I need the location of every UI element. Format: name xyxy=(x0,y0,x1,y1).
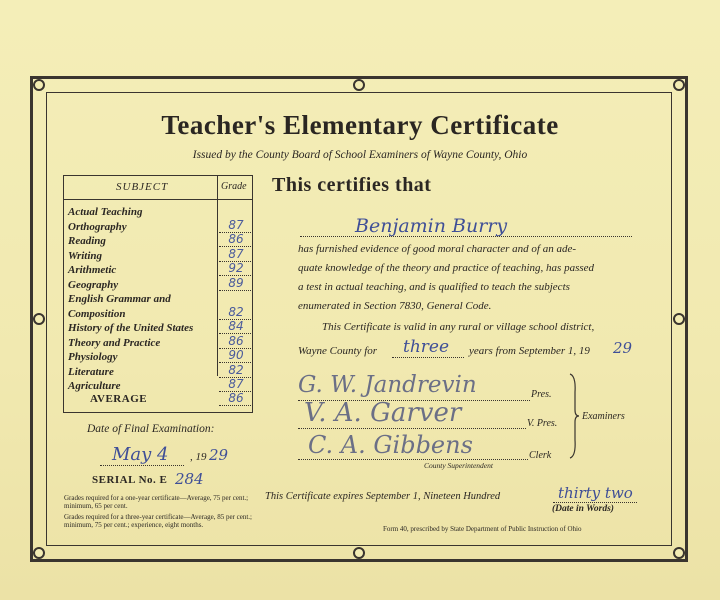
border-ornament xyxy=(33,313,45,325)
validity-prefix: Wayne County for xyxy=(298,345,378,357)
grade-row-subject: History of the United States xyxy=(68,322,194,334)
average-value: 86 xyxy=(228,391,244,405)
border-ornament xyxy=(353,79,365,91)
grade-row-value: 86 xyxy=(228,232,244,246)
grade-row-value: 82 xyxy=(228,362,244,377)
body-line: quate knowledge of the theory and practice of teaching, has passed xyxy=(298,262,595,274)
exam-date-line xyxy=(100,465,184,466)
exam-year-prefix: 19 xyxy=(195,451,207,463)
grade-row-subject: Geography xyxy=(68,278,119,291)
body-line: enumerated in Section 7830, General Code. xyxy=(298,300,492,312)
examiners-brace xyxy=(568,372,580,460)
grade-row-value: 87 xyxy=(228,377,244,391)
exam-date-label: Date of Final Examination: xyxy=(87,423,215,435)
form-note: Form 40, prescribed by State Department of Public Instruction of Ohio xyxy=(383,525,582,533)
grade-row-value: 84 xyxy=(228,319,244,333)
certificate-title: Teacher's Elementary Certificate xyxy=(161,110,559,140)
vice-president-signature: V. A. Garver xyxy=(304,398,462,428)
serial-label: SERIAL No. E xyxy=(92,474,168,486)
grade-row-subject: Theory and Practice xyxy=(68,336,161,349)
grade-row-line xyxy=(219,290,251,291)
grade-row-subject: Actual Teaching xyxy=(68,206,143,218)
expires-caption: (Date in Words) xyxy=(552,504,614,514)
grade-header: Grade xyxy=(221,181,247,192)
grade-row-value: 87 xyxy=(228,246,244,261)
grade-column-divider xyxy=(217,176,218,376)
certifies-heading: This certifies that xyxy=(272,174,432,196)
teacher-name: Benjamin Burry xyxy=(355,215,508,237)
vice-president-line xyxy=(298,428,526,429)
grade-row-value: 90 xyxy=(228,348,244,362)
grade-row-value: 86 xyxy=(228,333,244,348)
grade-row-subject: Orthography xyxy=(68,220,127,233)
grade-row-subject: Reading xyxy=(68,235,106,247)
certificate-body xyxy=(298,240,638,316)
expires-text: This Certificate expires September 1, Nineteen Hundred xyxy=(265,491,501,502)
expires-line xyxy=(553,502,637,503)
grade-row-subject: Composition xyxy=(68,307,126,320)
validity-year: 29 xyxy=(613,339,633,357)
corner-ornament xyxy=(673,547,685,559)
average-line xyxy=(219,405,251,406)
vice-president-label: V. Pres. xyxy=(527,418,558,429)
name-line xyxy=(300,236,632,237)
grade-row-subject: Agriculture xyxy=(68,380,121,392)
expires-handwritten: thirty two xyxy=(558,484,633,502)
validity-years: three xyxy=(403,337,450,357)
examiners-label: Examiners xyxy=(582,411,625,422)
grades-table xyxy=(63,175,253,413)
exam-year-handwritten: 29 xyxy=(209,446,229,464)
grade-row-subject: Literature xyxy=(68,365,114,378)
president-label: Pres. xyxy=(531,389,552,400)
corner-ornament xyxy=(33,79,45,91)
validity-years-line xyxy=(392,357,464,358)
clerk-line xyxy=(298,459,528,460)
clerk-title: County Superintendent xyxy=(424,461,493,470)
grade-row-value: 87 xyxy=(228,217,244,232)
body-line: has furnished evidence of good moral character and of an ade- xyxy=(298,243,577,255)
corner-ornament xyxy=(673,79,685,91)
grade-row-subject: Writing xyxy=(68,249,103,262)
grade-row-value: 89 xyxy=(228,275,244,290)
exam-date-handwritten: May 4 xyxy=(112,444,169,465)
president-signature: G. W. Jandrevin xyxy=(298,372,477,398)
serial-number: 284 xyxy=(175,470,204,488)
border-ornament xyxy=(673,313,685,325)
clerk-signature: C. A. Gibbens xyxy=(308,431,473,459)
grade-row-value: 92 xyxy=(228,261,244,275)
average-label: AVERAGE xyxy=(90,393,148,405)
border-ornament xyxy=(353,547,365,559)
certificate-page: Teacher's Elementary Certificate Issued by the County Board of School Examiners of Wayne County, Ohio SUBJECT Grade Actual Teaching Orthography 87 Reading 86 Writing 87 Arithmetic 92 Geography 89 English Grammar and Composition 82 History of the United States 84 Theory and Practice 86 Physiology 90 Literature 82 Agriculture 87 AVERAGE 86 Date of Final Examination: May 4 , 19 29 SERIAL No. E 284 Grades required for a one-year certificate—Average, 75 per cent.; minimum, 65 per cent. Grades required for a three-year certificate—Average, 85 per cent.; minimum, 75 per cent.; experience, eight months. This certifies that Benjamin Burry has furnished evidence of good moral character and of an ade- quate knowledge of the theory and practice of teaching, has passed a test in actual teaching, and is qualified to teach the subjects enumerated in Section 7830, General Code. This Certificate is valid in any rural or village school district, Wayne County for three years from September 1, 19 29 G. W. Jandrevin Pres. V. A. Garver V. Pres. C. A. Gibbens Clerk County Superintendent Examiners This Certificate expires September 1, Nineteen Hundred thirty two (Date in Words) Form 40, prescribed by State Department of Public Instruction of Ohio xyxy=(0,0,720,600)
grades-header xyxy=(64,176,252,200)
grade-note-three-year: Grades required for a three-year certificate—Average, 85 per cent.; minimum, 75 per cent.; experience, eight months. xyxy=(64,513,252,529)
body-line: a test in actual teaching, and is qualified to teach the subjects xyxy=(298,281,570,293)
grade-row-subject: English Grammar and xyxy=(68,293,171,305)
grade-row-subject: Arithmetic xyxy=(68,264,117,276)
validity-middle: years from September 1, 19 xyxy=(469,345,590,357)
grade-row-value: 82 xyxy=(228,304,244,319)
subject-header: SUBJECT xyxy=(116,181,169,193)
validity-line: This Certificate is valid in any rural or village school district, xyxy=(322,321,595,333)
grade-note-one-year: Grades required for a one-year certificate—Average, 75 per cent.; minimum, 65 per cent. xyxy=(64,494,249,510)
grade-row-subject: Physiology xyxy=(68,351,118,363)
certificate-subtitle: Issued by the County Board of School Examiners of Wayne County, Ohio xyxy=(192,149,528,161)
corner-ornament xyxy=(33,547,45,559)
clerk-label: Clerk xyxy=(529,450,552,461)
